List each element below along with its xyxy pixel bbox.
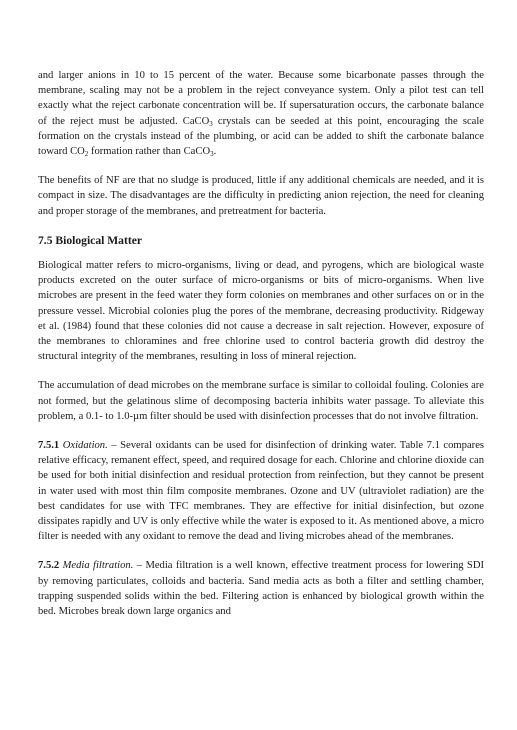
subsection-number: 7.5.2 xyxy=(38,560,60,572)
paragraph-media-filtration xyxy=(38,558,484,619)
paragraph-text: Several oxidants can be used for disinfection of drinking water. Table 7.1 compares relative efficacy, remanent effect, speed, and required dosage for each. Chlorine and chlorine dioxide can be used for both initial disinfection and residual protection from reinfection, but they cannot be present in water used with most thin film composite membranes. Ozone and UV (ultraviolet radiation) are the best candidates for use with TFC membranes. They are effective for initial disinfection, but ozone dissipates rapidly and UV is only effective while the water is exposed to it. As mentioned above, a micro filter is needed with any oxidant to remove the dead and living microbes ahead of the membranes. xyxy=(38,440,485,543)
paragraph-nf-benefits: The benefits of NF are that no sludge is produced, little if any additional chemicals are needed, and it is compact in size. The disadvantages are the difficulty in predicting anion rejection, the need for cleaning and proper storage of the membranes, and pretreatment for bacteria. xyxy=(38,175,484,217)
paragraph-reject-carbonate xyxy=(38,68,484,159)
subsection-number: 7.5.1 xyxy=(38,440,60,452)
section-heading-biological-matter: 7.5 Biological Matter xyxy=(38,233,142,247)
paragraph-text: and larger anions in 10 to 15 percent of the water. Because some bicarbonate passes through the membrane, scaling may not be a problem in the reject conveyance system. Only a pilot test can tell exactly what the reject carbonate concentration will be. If supersaturation occurs, the carbonate balance of the reject must be adjusted. CaCO xyxy=(38,70,484,127)
subsection-title: Media filtration. xyxy=(62,560,134,572)
paragraph-text: crystals can be seeded at this point, encouraging the scale formation on the crystals instead of the plumbing, or acid can be added to shift the carbonate balance toward CO xyxy=(38,115,485,158)
subsection-dash: – xyxy=(107,440,121,452)
paragraph-text: . xyxy=(213,146,217,158)
subscript: 3 xyxy=(210,150,214,159)
subscript: 2 xyxy=(84,150,89,159)
paragraph-biological-matter: Biological matter refers to micro-organisms, living or dead, and pyrogens, which are biological waste products excreted on the outer surface of micro-organisms or bits of micro-organisms. When live microbes are present in the feed water they form colonies on membranes and other surfaces on or in the pressure vessel. Microbial colonies plug the pores of the membrane, decreasing productivity. Ridgeway et al. (1984) found that these colonies did not cause a decrease in salt rejection. However, exposure of the membranes to chloramines and free chlorine used to control bacteria growth did destroy the structural integrity of the membranes, resulting in loss of mineral rejection. xyxy=(38,260,484,363)
subscript: 3 xyxy=(209,119,213,128)
paragraph-dead-microbes: The accumulation of dead microbes on the membrane surface is similar to colloidal fouling. Colonies are not formed, but the gelatinous slime of decomposing bacteria inhibits water passage. To alleviate this problem, a 0.1- to 1.0-µm filter should be used with disinfection processes that do not involve filtration. xyxy=(38,380,484,422)
page-body xyxy=(38,68,484,633)
subsection-title: Oxidation. xyxy=(62,440,108,452)
subsection-dash: – xyxy=(133,560,146,572)
paragraph-text: Media filtration is a well known, effective treatment process for lowering SDI by removing particulates, colloids and bacteria. Sand media acts as both a filter and settling chamber, trapping suspended solids within the bed. Filtering action is enhanced by biological growth within the bed. Microbes break down large organics and xyxy=(38,560,485,618)
paragraph-text: formation rather than CaCO xyxy=(88,146,211,158)
paragraph-oxidation xyxy=(38,438,484,544)
